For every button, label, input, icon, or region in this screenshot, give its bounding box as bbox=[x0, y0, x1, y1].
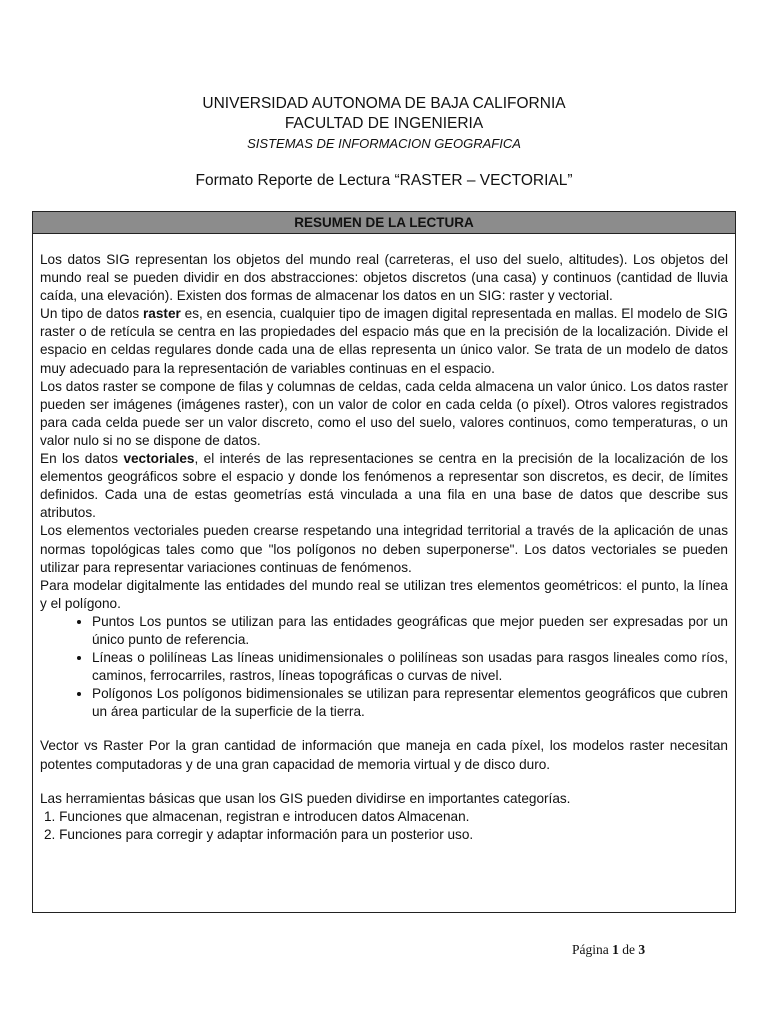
vector-term: vectoriales bbox=[123, 451, 195, 467]
raster-term: raster bbox=[143, 306, 181, 322]
summary-body bbox=[33, 234, 735, 844]
list-item: • Puntos Los puntos se utilizan para las entidades geográficas que mejor pueden ser expresadas por un único punto de referencia. bbox=[92, 613, 728, 649]
course-name: SISTEMAS DE INFORMACION GEOGRAFICA bbox=[247, 136, 521, 151]
format-title: Formato Reporte de Lectura “RASTER – VECTORIAL” bbox=[195, 172, 573, 189]
summary-box bbox=[32, 211, 736, 913]
page-number: Página 1 de 3 bbox=[572, 942, 646, 957]
university-name: UNIVERSIDAD AUTONOMA DE BAJA CALIFORNIA bbox=[202, 95, 566, 112]
faculty-name: FACULTAD DE INGENIERIA bbox=[284, 115, 484, 132]
paragraph-geometry: Para modelar digitalmente las entidades del mundo real se utilizan tres elementos geométricos: el punto, la línea y el polígono. bbox=[40, 577, 728, 611]
list-item: 1. Funciones que almacenan, registran e introducen datos Almacenan. bbox=[44, 808, 470, 824]
paragraph-intro: Los datos SIG representan los objetos del mundo real (carreteras, el uso del suelo, altitudes). Los objetos del mundo real se pueden dividir en dos abstracciones: objetos discretos (una casa) y continuos (cantidad de lluvia caída, una elevación). Existen dos formas de almacenar los datos en un SIG: raster y vectorial. bbox=[40, 252, 728, 304]
geometry-list bbox=[40, 613, 728, 722]
paragraph-vector-elements: Los elementos vectoriales pueden crearse respetando una integridad territorial a través de la aplicación de unas normas topológicas tales como que "los polígonos no deben superponerse". Los datos vectoriales se pueden utilizar para representar variaciones continuas de fenómenos. bbox=[40, 523, 728, 575]
summary-title: RESUMEN DE LA LECTURA bbox=[33, 212, 735, 234]
list-item: 2. Funciones para corregir y adaptar información para un posterior uso. bbox=[44, 826, 474, 842]
paragraph-vector: En los datos vectoriales, el interés de las representaciones se centra en la precisión de la localización de los elementos geográficos sobre el espacio y donde los fenómenos a representar son discretos, es decir, de límites definidos. Cada una de estas geometrías está vinculada a una fila en una base de datos que describe sus atributos. bbox=[40, 451, 728, 521]
paragraph-vector-vs-raster: Vector vs Raster Por la gran cantidad de información que maneja en cada píxel, los modelos raster necesitan potentes computadoras y de una gran capacidad de memoria virtual y de disco duro. bbox=[40, 738, 728, 772]
paragraph-raster-cells: Los datos raster se compone de filas y columnas de celdas, cada celda almacena un valor único. Los datos raster pueden ser imágenes (imágenes raster), con un valor de color en cada celda (o píxel). Otros valores registrados para cada celda puede ser un valor discreto, como el uso del suelo, valores continuos, como temperaturas, o un valor nulo si no se dispone de datos. bbox=[40, 378, 728, 448]
paragraph-tools: Las herramientas básicas que usan los GIS pueden dividirse en importantes categorías. bbox=[40, 790, 571, 806]
list-item: • Líneas o polilíneas Las líneas unidimensionales o polilíneas son usadas para rasgos lineales como ríos, caminos, ferrocarriles, rastros, líneas topográficas o curvas de nivel. bbox=[92, 649, 728, 685]
paragraph-raster: Un tipo de datos raster es, en esencia, cualquier tipo de imagen digital representada en mallas. El modelo de SIG raster o de retícula se centra en las propiedades del espacio más que en la precisión de la localización. Divide el espacio en celdas regulares donde cada una de ellas representa un único valor. Se trata de un modelo de datos muy adecuado para la representación de variables continuas en el espacio. bbox=[40, 306, 729, 376]
list-item: • Polígonos Los polígonos bidimensionales se utilizan para representar elementos geográficos que cubren un área particular de la superficie de la tierra. bbox=[92, 685, 728, 721]
